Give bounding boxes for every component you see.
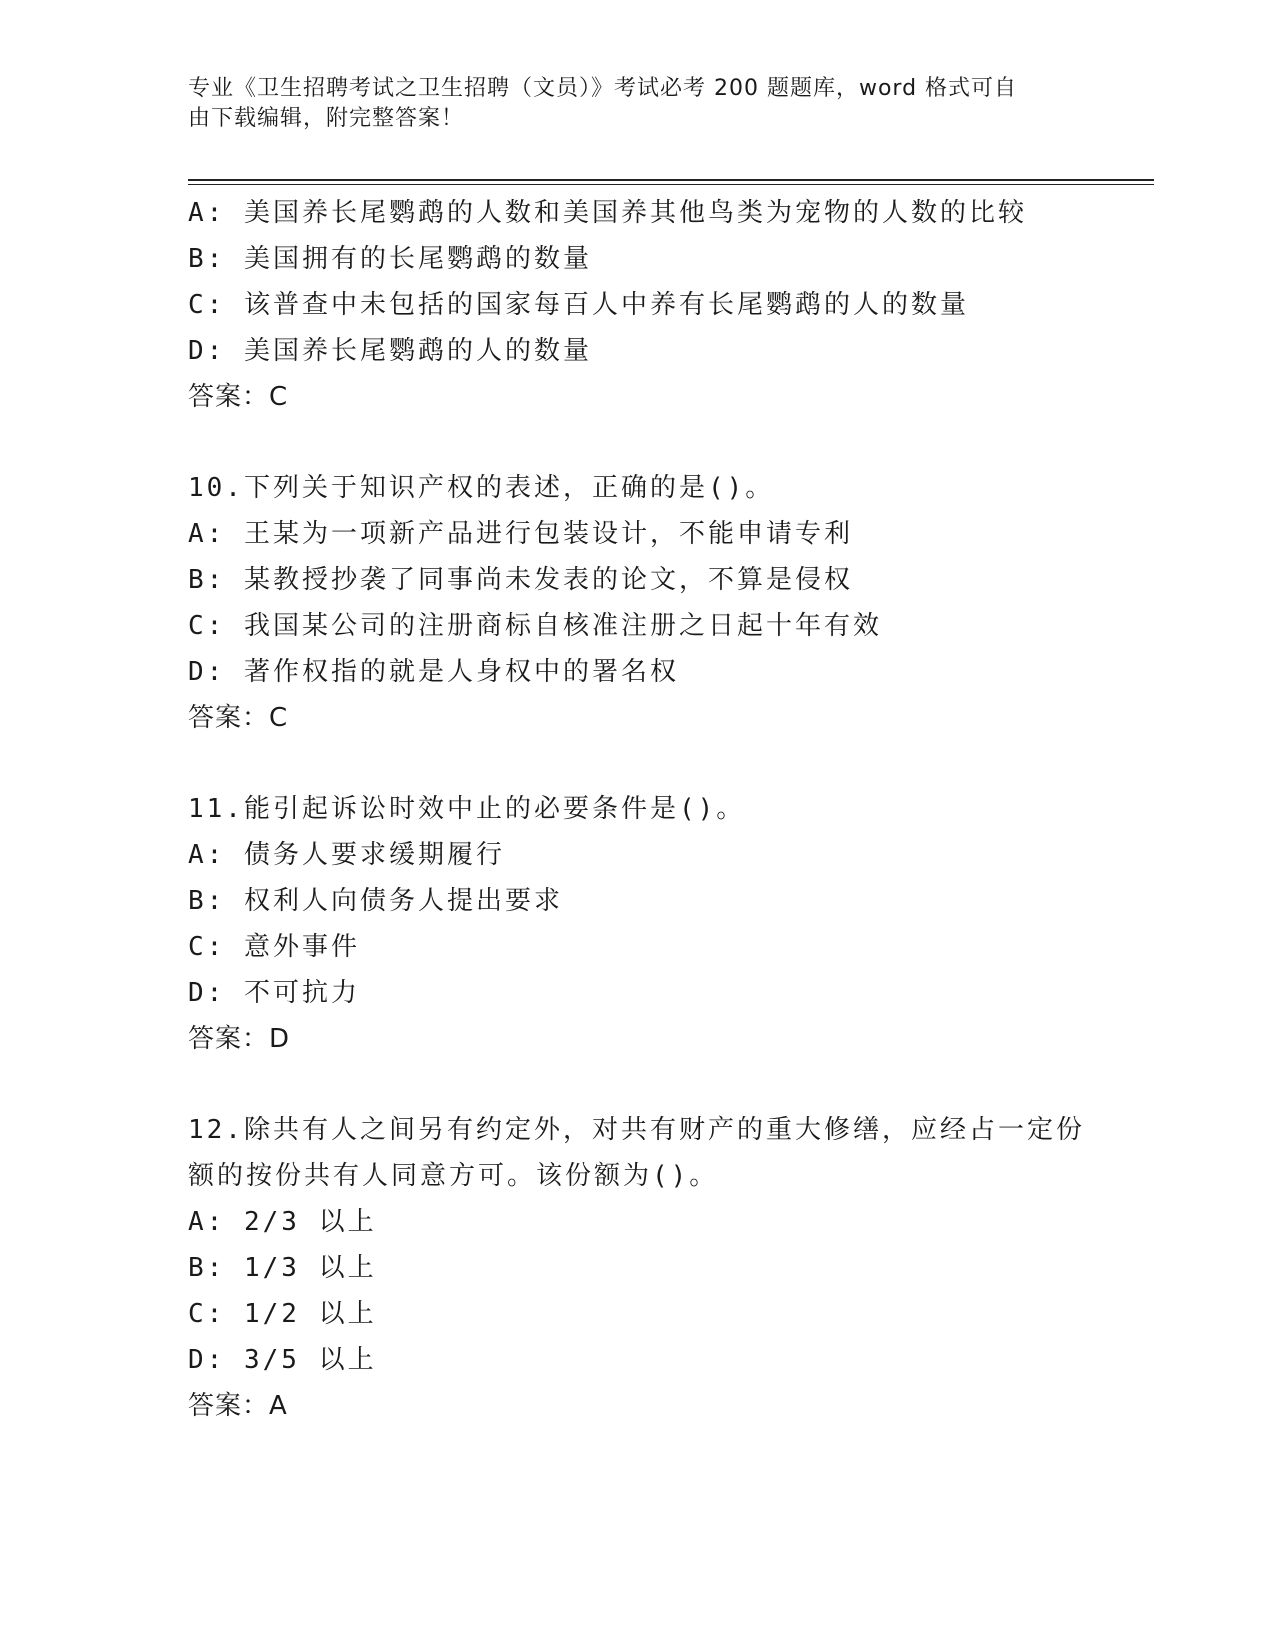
answer-label: 答案：A [188,1391,288,1421]
question-stem: 11.能引起诉讼时效中止的必要条件是()。 [188,794,746,824]
option-d: D: 3/5 以上 [188,1345,377,1375]
header-line-1: 专业《卫生招聘考试之卫生招聘（文员）》考试必考 200 题题库，word 格式可自 [188,76,1018,101]
question-list [188,190,1088,1429]
option-d: D: 著作权指的就是人身权中的署名权 [188,657,679,687]
question-item [188,1107,1088,1429]
header-line-2: 由下载编辑，附完整答案！ [188,106,465,131]
header-divider [188,179,1154,185]
answer-label: 答案：C [188,703,289,733]
question-stem: 10.下列关于知识产权的表述，正确的是()。 [188,473,775,503]
option-a: A: 2/3 以上 [188,1207,377,1237]
spacer [188,741,1088,786]
answer-label: 答案：D [188,1024,291,1054]
question-item [188,465,1088,741]
option-a: A: 王某为一项新产品进行包装设计，不能申请专利 [188,519,853,549]
spacer [188,1062,1088,1107]
option-c: C: 该普查中未包括的国家每百人中养有长尾鹦鹉的人的数量 [188,290,969,320]
answer-label: 答案：C [188,382,289,412]
option-b: B: 某教授抄袭了同事尚未发表的论文，不算是侵权 [188,565,853,595]
option-d: D: 不可抗力 [188,978,360,1008]
option-c: C: 我国某公司的注册商标自核准注册之日起十年有效 [188,611,882,641]
spacer [188,420,1088,465]
option-c: C: 1/2 以上 [188,1299,377,1329]
option-d: D: 美国养长尾鹦鹉的人的数量 [188,336,592,366]
question-item [188,786,1088,1062]
document-header [188,74,1068,134]
question-fragment [188,190,1088,420]
question-stem-line-2: 额的按份共有人同意方可。该份额为()。 [188,1161,719,1191]
option-a: A: 美国养长尾鹦鹉的人数和美国养其他鸟类为宠物的人数的比较 [188,198,1027,228]
option-b: B: 美国拥有的长尾鹦鹉的数量 [188,244,592,274]
option-a: A: 债务人要求缓期履行 [188,840,505,870]
option-b: B: 权利人向债务人提出要求 [188,886,563,916]
question-stem-line-1: 12.除共有人之间另有约定外，对共有财产的重大修缮，应经占一定份 [188,1115,1085,1145]
option-b: B: 1/3 以上 [188,1253,377,1283]
option-c: C: 意外事件 [188,932,360,962]
